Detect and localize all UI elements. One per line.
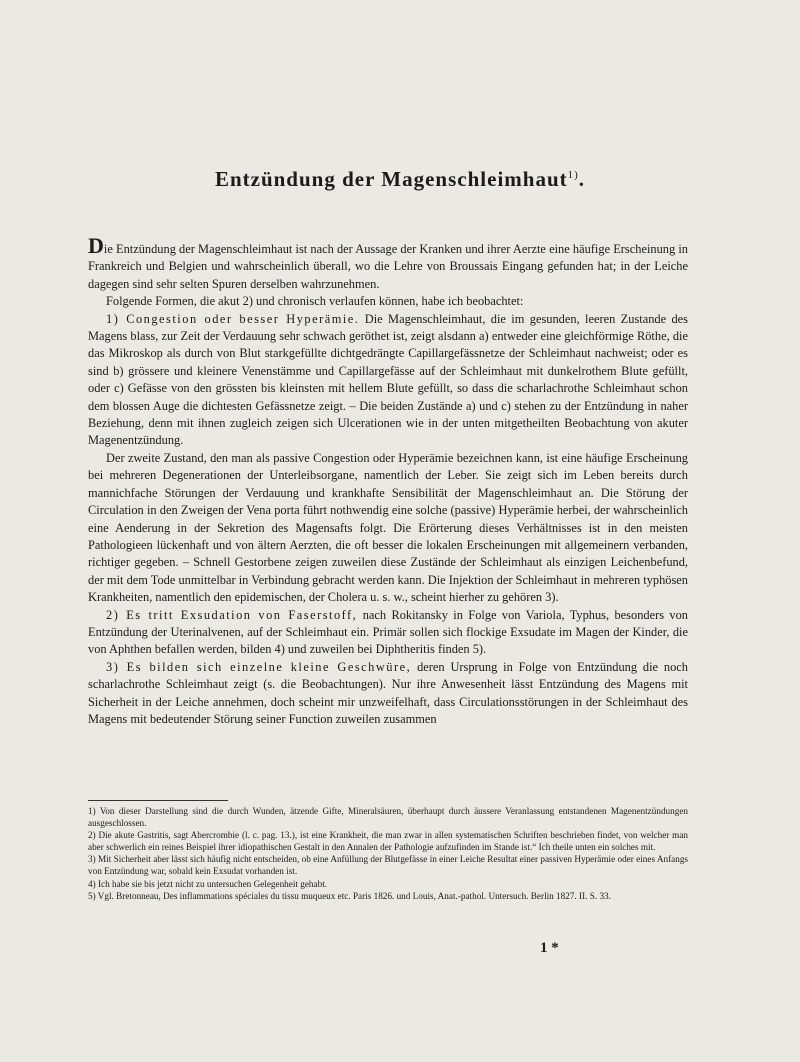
paragraph: Folgende Formen, die akut 2) und chronisch verlaufen können, habe ich beobachtet: bbox=[106, 294, 524, 309]
body-text bbox=[88, 233, 688, 728]
page-title: Entzündung der Magenschleimhaut$^{1)}$. bbox=[214, 167, 586, 191]
footnote: 3) Mit Sicherheit aber lässt sich häufig nicht entscheiden, ob eine Anfüllung der Blutgefässe in einer Leiche Resultat einer passiven Hyperämie oder eines Anfangs von Entzündung war, sobald kein Exsudat vorhanden ist. bbox=[88, 854, 688, 876]
signature-mark: 1 * bbox=[540, 940, 559, 956]
title-footnote-marker: 1) bbox=[567, 169, 579, 181]
paragraph-text: ie Entzündung der Magenschleimhaut ist nach der Aussage der Kranken und ihrer Aerzte eine häufige Erscheinung in Frankreich und Belgien und wahrscheinlich überall, wo die Lehre von Broussais Eingang gefunden hat; in der Leiche dagegen sind sehr selten Spuren derselben wahrzunehmen. bbox=[88, 242, 688, 291]
footnote-divider bbox=[88, 800, 228, 801]
footnote: 1) Von dieser Darstellung sind die durch Wunden, ätzende Gifte, Mineralsäuren, überhaupt durch äussere Veranlassung entstandenen Magenentzündungen ausgeschlossen. bbox=[88, 806, 688, 828]
paragraph-text: deren Ursprung in Folge von Entzündung die noch scharlachrothe Schleimhaut zeigt (s. die Beobachtungen). Nur ihre Anwesenheit lässt Entzündung des Magens mit Sicherheit in der Leiche annehmen, doch scheint mir unzweifelhaft, dass Circulationsstörungen in der Schleimhaut des Magens mit bedeutender Störung seiner Function zuweilen zusammen bbox=[88, 659, 688, 726]
drop-cap: D bbox=[88, 233, 104, 258]
section-heading: 1) Congestion oder besser Hyperämie. bbox=[106, 311, 360, 326]
section-heading: 2) Es tritt Exsudation von Faserstoff, bbox=[106, 607, 358, 622]
footnotes bbox=[88, 806, 688, 904]
footnote: 2) Die akute Gastritis, sagt Abercrombie (l. c. pag. 13.), ist eine Krankheit, die man zwar in allen systematischen Schriften beschrieben findet, von welcher man aber schwerlich ein reines Beispiel ihrer idiopathischen Gestalt in den Annalen der Pathologie aufzufinden im Stande ist.“ Ich theile unten ein solches mit. bbox=[88, 830, 688, 852]
paragraph bbox=[88, 659, 688, 729]
paragraph: Der zweite Zustand, den man als passive Congestion oder Hyperämie bezeichnen kann, ist eine häufige Erscheinung bei mehreren Degenerationen der Unterleibsorgane, namentlich der Leber. Sie zeigt sich im Leben bereits durch mannichfache Störungen der Verdauung und krankhafte Sensibilität der Magenschleimhaut an. Die Störung der Circulation in den Zweigen der Vena porta führt nothwendig eine solche (passive) Hyperämie herbei, der wahrscheinlich eine Aenderung in der Sekretion des Magensafts folgt. Die Erörterung dieses Verhältnisses ist in den meisten Pathologieen lückenhaft und von ältern Aerzten, die oft besser die lokalen Erscheinungen mit allgemeinern verbanden, richtiger gegeben. – Schnell Gestorbene zeigen zuweilen diese Zustände der Schleimhaut als einzigen Leichenbefund, der mit dem Tode unmittelbar in Verbindung gebracht werden kann. Die Injektion der Schleimhaut in mehreren typhösen Krankheiten, namentlich den epidemischen, der Cholera u. s. w., scheint hierher zu gehören 3). bbox=[88, 450, 688, 605]
paragraph-text: Die Magenschleimhaut, die im gesunden, leeren Zustande des Magens blass, zur Zeit der Verdauung sehr schwach geröthet ist, zeigt alsdann a) entweder eine gleichförmige Röthe, die das Mikroskop als durch von Blut starkgefüllte dichtgedrängte Capillargefässnetze der Schleimhaut nachweist; oder es sind b) grössere und kleinere Venenstämme und Capillargefässe auf der Schleimhaut mit dunkelrothem Blute gefüllt, oder c) Gefässe von den grössten bis kleinsten mit hellem Blute gefüllt, so dass die scharlachrothe Schleimhaut schon dem blossen Auge die dichtesten Gefässnetze zeigt. – Die beiden Zustände a) und c) stehen zu der Entzündung in naher Beziehung, denn mit ihnen zugleich zeigen sich Ulcerationen wie in der unten mitgetheilten Beobachtung von akuter Magenentzündung. bbox=[88, 311, 688, 448]
paragraph bbox=[88, 233, 688, 293]
title-text: Entzündung der Magenschleimhaut bbox=[214, 167, 568, 191]
paragraph bbox=[88, 311, 688, 450]
footnote: 5) Vgl. Bretonneau, Des inflammations spéciales du tissu muqueux etc. Paris 1826. und Louis, Anat.-pathol. Untersuch. Berlin 1827. II. S. 33. bbox=[88, 891, 611, 902]
paragraph bbox=[88, 607, 688, 659]
footnote: 4) Ich habe sie bis jetzt nicht zu untersuchen Gelegenheit gehabt. bbox=[88, 878, 328, 889]
section-heading: 3) Es bilden sich einzelne kleine Geschwüre, bbox=[106, 659, 412, 674]
paragraph-text: nach Rokitansky in Folge von Variola, Typhus, besonders von Entzündung der Uterinalvenen, auf der Schleimhaut ein. Primär sollen sich flockige Exsudate im Magen der Kinder, die von Aphthen befallen werden, bilden 4) und zuweilen bei Diphtheritis finden 5). bbox=[88, 607, 688, 657]
